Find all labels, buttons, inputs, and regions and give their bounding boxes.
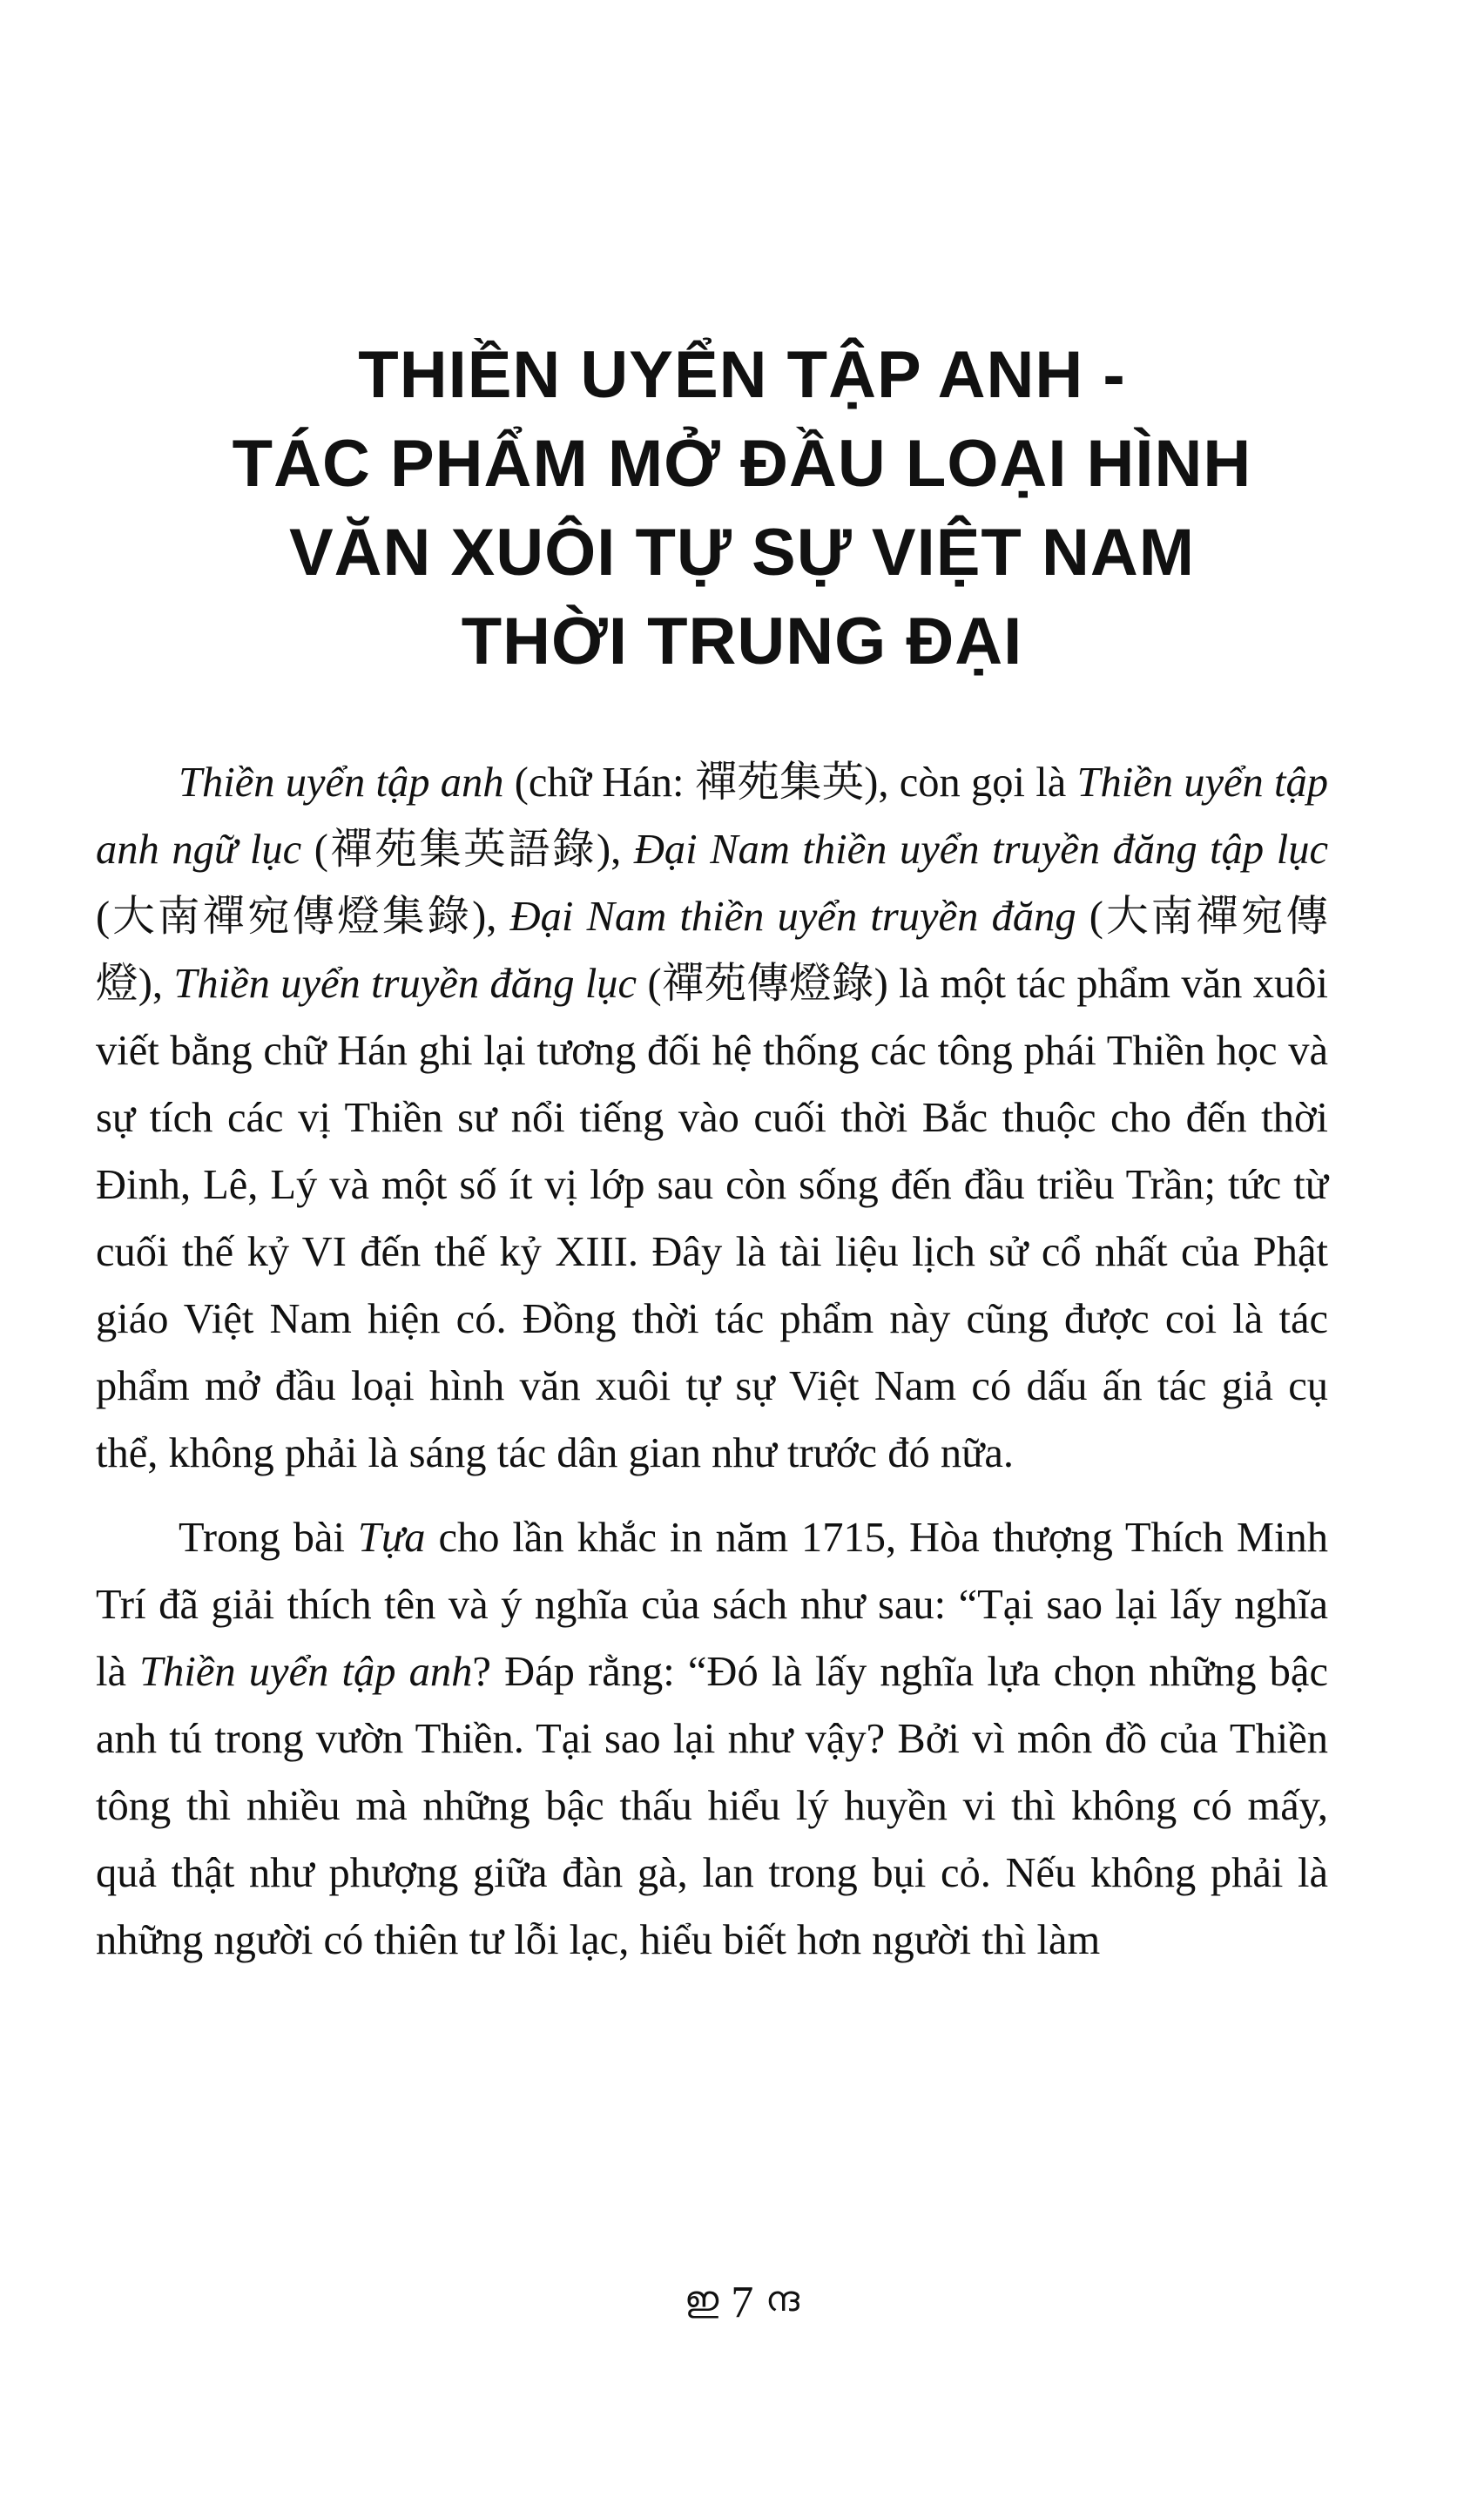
- text-run: Trong bài: [179, 1515, 358, 1561]
- body-text: [96, 749, 1328, 1974]
- text-run: (大南禪宛傳燈集錄),: [96, 894, 510, 940]
- text-run: (大南禪宛傳燈),: [96, 894, 1328, 1007]
- title-line-1: THIỀN UYỂN TẬP ANH -: [358, 338, 1126, 412]
- italic-title-dai-nam-truyen-dang: Đại Nam thiền uyển truyền đăng: [509, 894, 1076, 940]
- italic-title-truyen-dang-luc: Thiền uyển truyền đăng lục: [173, 961, 637, 1007]
- paragraph-2: [96, 1504, 1328, 1974]
- title-line-4: THỜI TRUNG ĐẠI: [461, 604, 1023, 679]
- italic-title-dai-nam-tap-luc: Đại Nam thiền uyển truyền đăng tập lục: [633, 827, 1328, 873]
- text-run: (禪苑集英語錄),: [301, 827, 634, 873]
- ornament-right-icon: ന്ദ: [766, 2279, 799, 2319]
- chapter-title: [131, 331, 1353, 686]
- text-run: (禪苑傳燈錄) là một tác phẩm văn xuôi viết bằng chữ Hán ghi lại tương đối hệ thống các tông phái Thiền học và sự tích các vị Thiền sư nổi tiếng vào cuối thời Bắc thuộc cho đến thời Đinh, Lê, Lý và một số ít vị lớp sau còn sống đến đầu triều Trần; tức từ cuối thế kỷ VI đến thế kỷ XIII. Đây là tài liệu lịch sử cổ nhất của Phật giáo Việt Nam hiện có. Đồng thời tác phẩm này cũng được coi là tác phẩm mở đầu loại hình văn xuôi tự sự Việt Nam có dấu ấn tác giả cụ thể, không phải là sáng tác dân gian như trước đó nữa.: [96, 961, 1328, 1476]
- italic-title-ngu-luc: Thiền uyển tập anh ngữ lục: [96, 760, 1328, 873]
- ornament-left-icon: ഇ: [685, 2279, 719, 2319]
- page-footer: [0, 2269, 1484, 2333]
- title-line-2: TÁC PHẨM MỞ ĐẦU LOẠI HÌNH: [232, 427, 1252, 501]
- page-number: 7: [731, 2278, 754, 2328]
- title-line-3: VĂN XUÔI TỰ SỰ VIỆT NAM: [288, 516, 1196, 590]
- text-run: ? Đáp rằng: “Đó là lấy nghĩa lựa chọn những bậc anh tú trong vườn Thiền. Tại sao lại như vậy? Bởi vì môn đồ của Thiền tông thì nhiều mà những bậc thấu hiểu lý huyền vi thì không có mấy, quả thật như phượng giữa đàn gà, lan trong bụi cỏ. Nếu không phải là những người có thiên tư lỗi lạc, hiểu biết hơn người thì làm: [96, 1649, 1328, 1963]
- italic-tua: Tựa: [357, 1515, 426, 1561]
- text-run: cho lần khắc in năm 1715, Hòa thượng Thích Minh Trí đã giải thích tên và ý nghĩa của sách như sau: “Tại sao lại lấy nghĩa là: [96, 1515, 1329, 1695]
- italic-title-thien-uyen-tap-anh-2: Thiền uyển tập anh: [139, 1649, 473, 1695]
- text-run: (chữ Hán: 禪苑集英), còn gọi là: [503, 760, 1077, 806]
- italic-title-thien-uyen-tap-anh: Thiền uyển tập anh: [179, 760, 504, 806]
- paragraph-1: [96, 749, 1328, 1487]
